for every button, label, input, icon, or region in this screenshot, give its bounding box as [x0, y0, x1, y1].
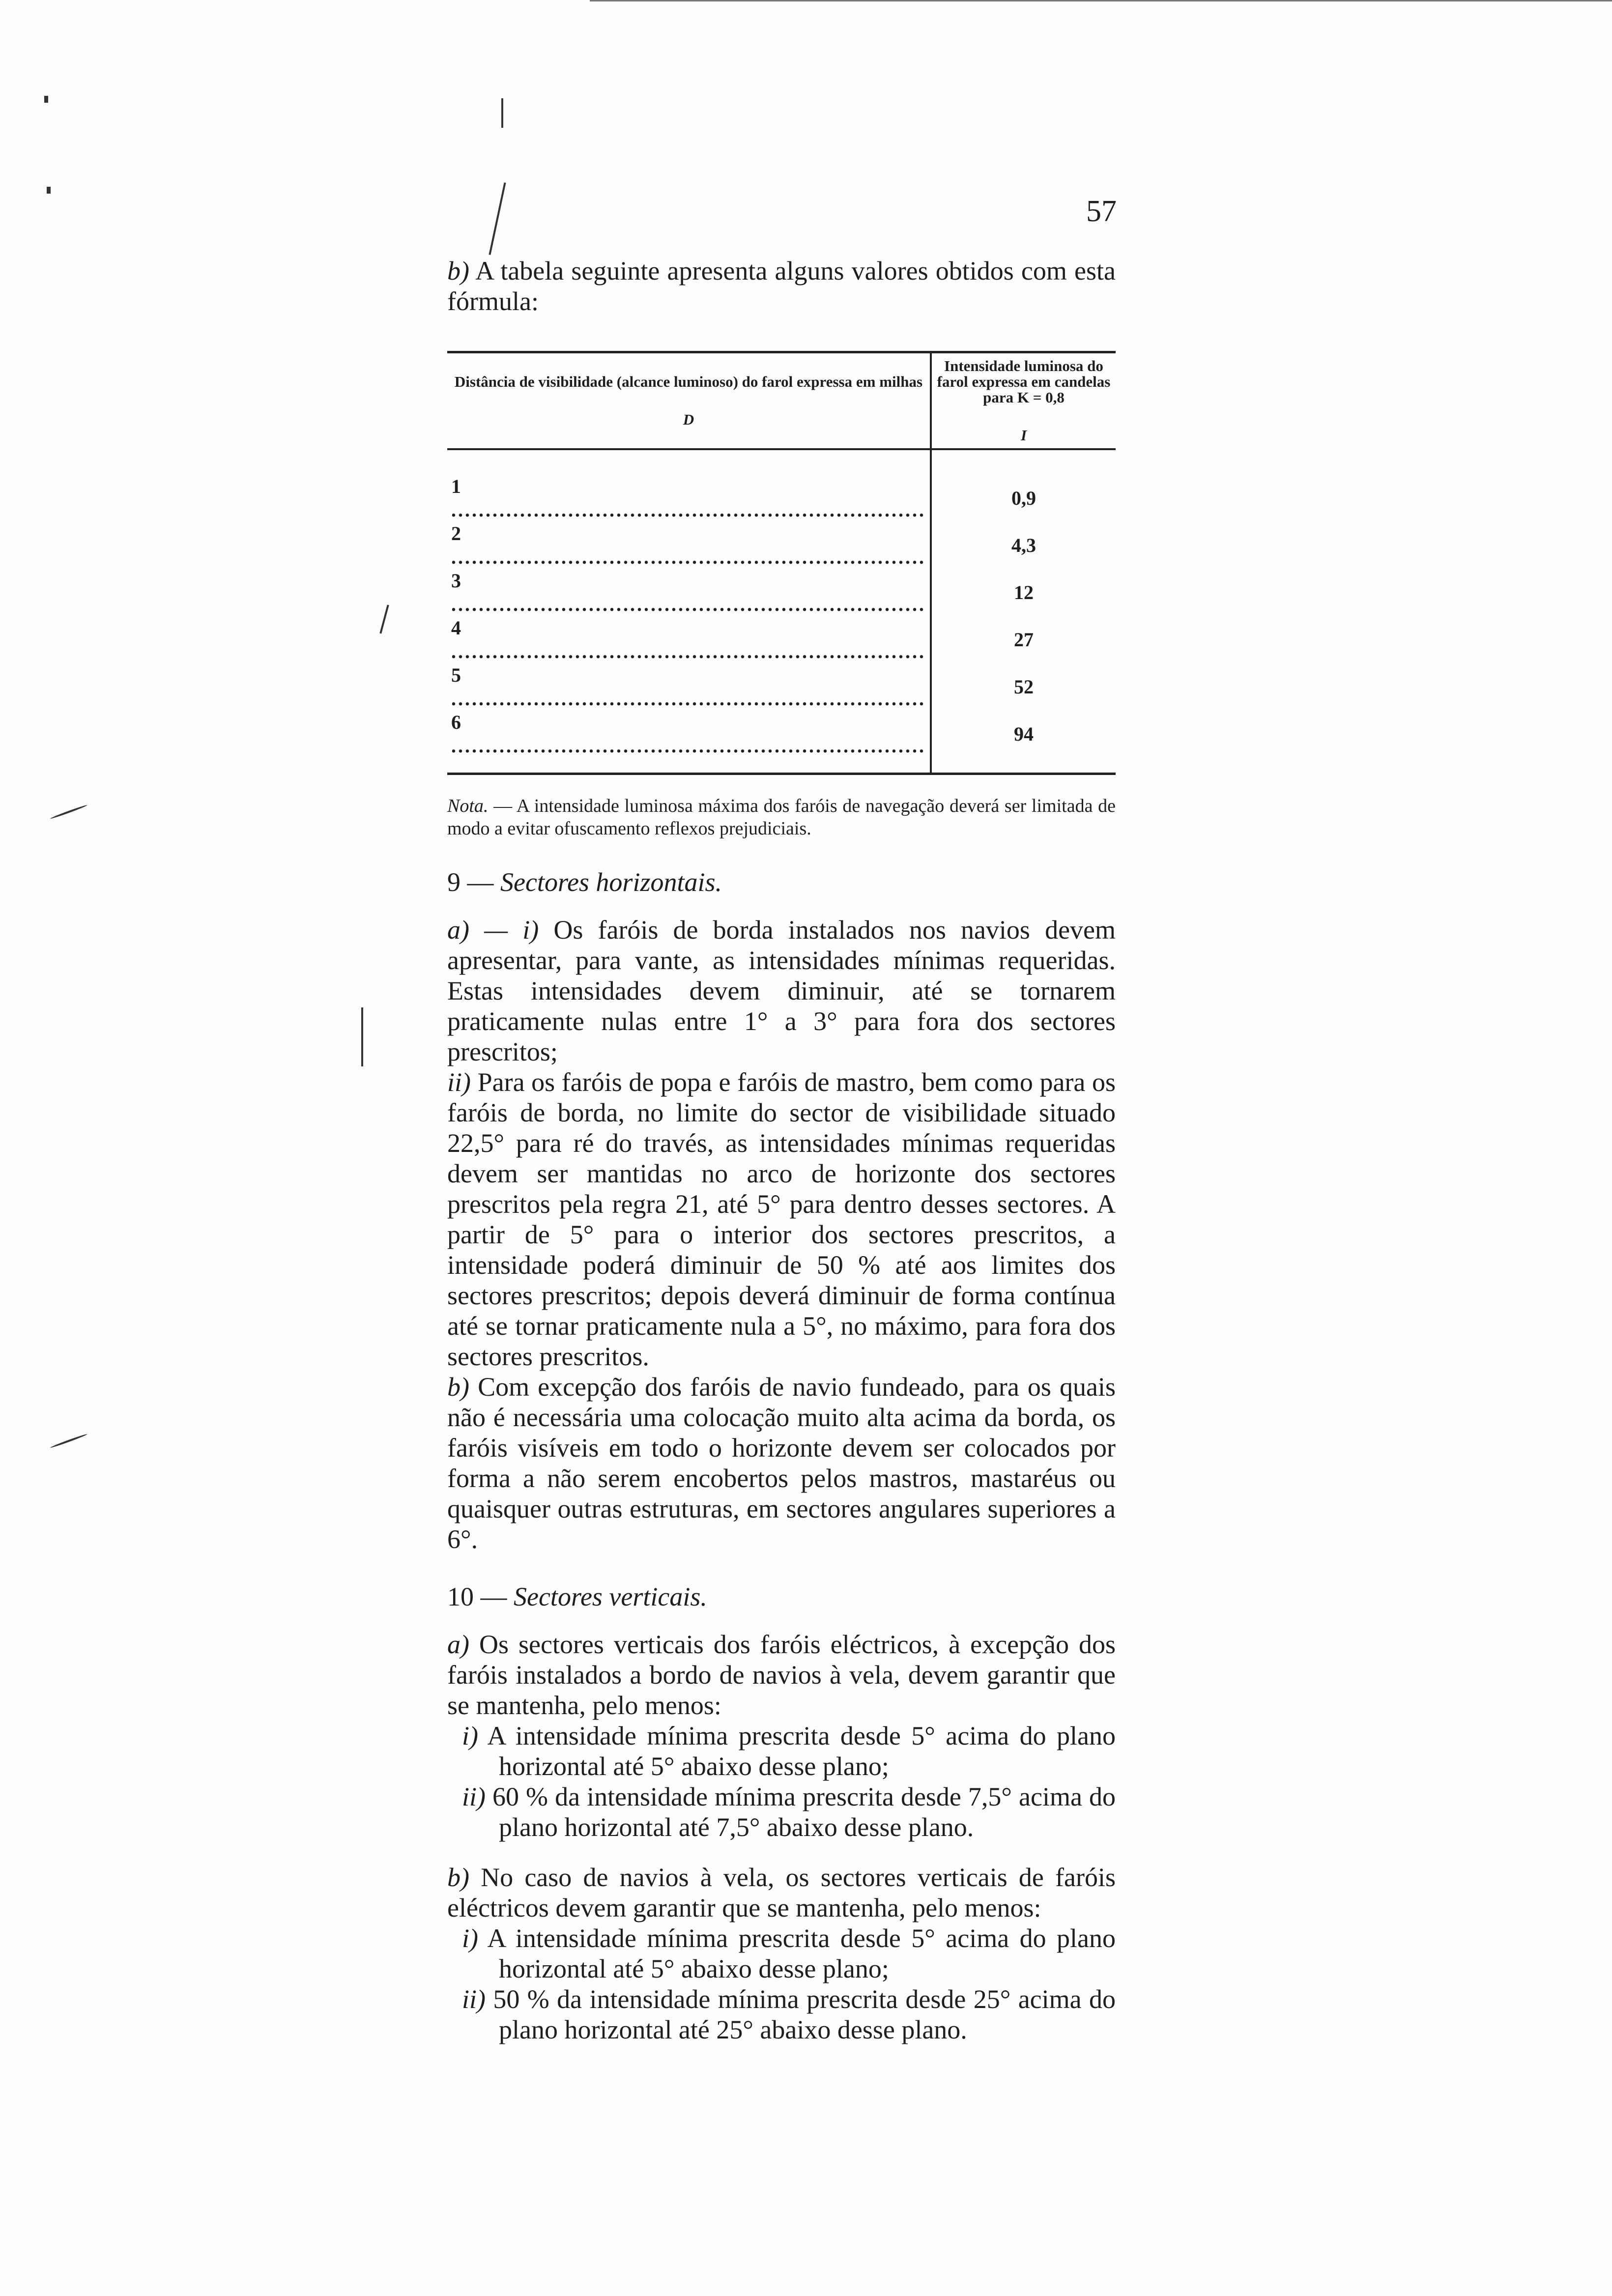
- table-cell-distance: [447, 522, 931, 569]
- distance-value: 6: [451, 711, 461, 733]
- page-content: [447, 256, 1116, 2045]
- table-cell-distance: [447, 616, 931, 663]
- item-text: Os faróis de borda instalados nos navios devem apresentar, para vante, as intensidades mínimas requeridas. Estas intensidades devem diminuir, até se tornarem praticamente nulas entre 1° a 3° para fora dos sectores prescritos;: [447, 915, 1116, 1066]
- item-label: ii): [462, 1782, 486, 1811]
- distance-value: 5: [451, 664, 461, 686]
- table-row: [447, 663, 1116, 711]
- scan-mark: [50, 804, 88, 819]
- item-label: ii): [447, 1067, 471, 1097]
- table-note: [447, 795, 1116, 840]
- leader-dots: .....................................................................: [451, 688, 926, 710]
- section-9-title: Sectores horizontais.: [500, 867, 722, 897]
- distance-value: 2: [451, 522, 461, 545]
- table-cell-intensity: 52: [1014, 676, 1034, 698]
- spacer: [447, 1842, 1116, 1862]
- section-10-b: [447, 1862, 1116, 1923]
- scan-mark: [50, 1433, 88, 1448]
- item-text: 50 % da intensidade mínima prescrita desde 25° acima do plano horizontal até 25° abaixo desse plano.: [486, 1984, 1116, 2044]
- table-cell-intensity: 94: [931, 711, 1116, 774]
- table-row: [447, 569, 1116, 616]
- table-row: [447, 449, 1116, 522]
- table-row: [447, 616, 1116, 663]
- visibility-table: [447, 351, 1116, 775]
- section-9-b: [447, 1372, 1116, 1554]
- page-number: 57: [1086, 195, 1117, 228]
- leader-dots: .....................................................................: [451, 640, 926, 662]
- item-label: i): [462, 1923, 478, 1953]
- section-10-a-ii: [447, 1781, 1116, 1842]
- scan-mark: [47, 187, 51, 194]
- section-10-a-i: [447, 1721, 1116, 1781]
- table-cell-distance: [447, 449, 931, 522]
- scan-mark: [379, 605, 389, 634]
- table-row: [447, 522, 1116, 569]
- table-cell-intensity: 4,3: [1011, 534, 1036, 556]
- item-text: Com excepção dos faróis de navio fundeado, para os quais não é necessária uma colocação muito alta acima da borda, os faróis visíveis em todo o horizonte devem ser colocados por forma a não serem encobertos pelos mastros, mastaréus ou quaisquer outras estruturas, em sectores angulares superiores a 6°.: [447, 1372, 1116, 1554]
- col-intensity-header: [931, 352, 1116, 450]
- intro-text: A tabela seguinte apresenta alguns valores obtidos com esta fórmula:: [447, 256, 1116, 316]
- table-cell-intensity: 27: [1014, 629, 1034, 651]
- section-9-number: 9 —: [447, 867, 500, 897]
- scan-mark: [489, 182, 506, 255]
- note-text: — A intensidade luminosa máxima dos faróis de navegação deverá ser limitada de modo a evitar ofuscamento reflexos prejudiciais.: [447, 796, 1116, 839]
- col-distance-symbol: D: [683, 411, 694, 428]
- col-distance-header: [447, 352, 931, 450]
- section-10-b-ii: [447, 1984, 1116, 2045]
- leader-dots: .....................................................................: [451, 546, 926, 568]
- item-text: A intensidade mínima prescrita desde 5° acima do plano horizontal até 5° abaixo desse plano;: [478, 1721, 1116, 1781]
- table-cell-distance: [447, 711, 931, 774]
- item-label: b): [447, 1863, 469, 1892]
- leader-dots: .....................................................................: [451, 499, 926, 521]
- section-10-a: [447, 1629, 1116, 1721]
- section-9-a-i: [447, 915, 1116, 1067]
- table-cell-distance: [447, 663, 931, 711]
- scan-mark: [44, 96, 48, 103]
- item-label: i): [462, 1721, 478, 1751]
- scan-mark: [501, 98, 503, 128]
- item-text: A intensidade mínima prescrita desde 5° acima do plano horizontal até 5° abaixo desse plano;: [478, 1923, 1116, 1983]
- section-10-number: 10 —: [447, 1582, 514, 1611]
- item-label: b): [447, 1372, 469, 1402]
- item-label: ii): [462, 1984, 486, 2014]
- section-10-b-i: [447, 1923, 1116, 1984]
- col-intensity-title: Intensidade luminosa do farol expressa em candelas para K = 0,8: [937, 357, 1111, 406]
- leader-dots: .....................................................................: [451, 593, 926, 615]
- section-9-a-ii: [447, 1067, 1116, 1372]
- intro-label: b): [447, 256, 469, 286]
- section-10-heading: [447, 1581, 1116, 1612]
- item-text: 60 % da intensidade mínima prescrita desde 7,5° acima do plano horizontal até 7,5° abaixo desse plano.: [486, 1782, 1116, 1842]
- intro-paragraph: [447, 256, 1116, 316]
- item-text: Para os faróis de popa e faróis de mastro, bem como para os faróis de borda, no limite do sector de visibilidade situado 22,5° para ré do través, as intensidades mínimas requeridas devem ser mantidas no arco de horizonte dos sectores prescritos pela regra 21, até 5° para dentro desses sectores. A partir de 5° para o interior dos sectores prescritos, a intensidade poderá diminuir de 50 % até aos limites dos sectores prescritos; depois deverá diminuir de forma contínua até se tornar praticamente nula a 5°, no máximo, para fora dos sectores prescritos.: [447, 1067, 1116, 1371]
- table-row: [447, 711, 1116, 774]
- scan-mark: [590, 0, 1612, 1]
- table-cell-intensity: 0,9: [1011, 487, 1036, 509]
- scan-mark: [361, 1007, 363, 1066]
- item-label: a): [447, 1630, 469, 1659]
- item-text: No caso de navios à vela, os sectores verticais de faróis eléctricos devem garantir que se mantenha, pelo menos:: [447, 1863, 1116, 1923]
- col-distance-title: Distância de visibilidade (alcance luminoso) do farol expressa em milhas: [454, 373, 923, 390]
- leader-dots: .....................................................................: [451, 735, 926, 757]
- col-intensity-symbol: I: [1020, 427, 1027, 444]
- distance-value: 3: [451, 570, 461, 592]
- distance-value: 1: [451, 475, 461, 497]
- table-cell-intensity: 12: [1014, 581, 1034, 603]
- item-text: Os sectores verticais dos faróis eléctricos, à excepção dos faróis instalados a bordo de navios à vela, devem garantir que se mantenha, pelo menos:: [447, 1630, 1116, 1720]
- item-label: a) — i): [447, 915, 539, 945]
- section-9-heading: [447, 867, 1116, 897]
- table-cell-distance: [447, 569, 931, 616]
- distance-value: 4: [451, 617, 461, 639]
- note-label: Nota.: [447, 796, 489, 816]
- section-10-title: Sectores verticais.: [514, 1582, 707, 1611]
